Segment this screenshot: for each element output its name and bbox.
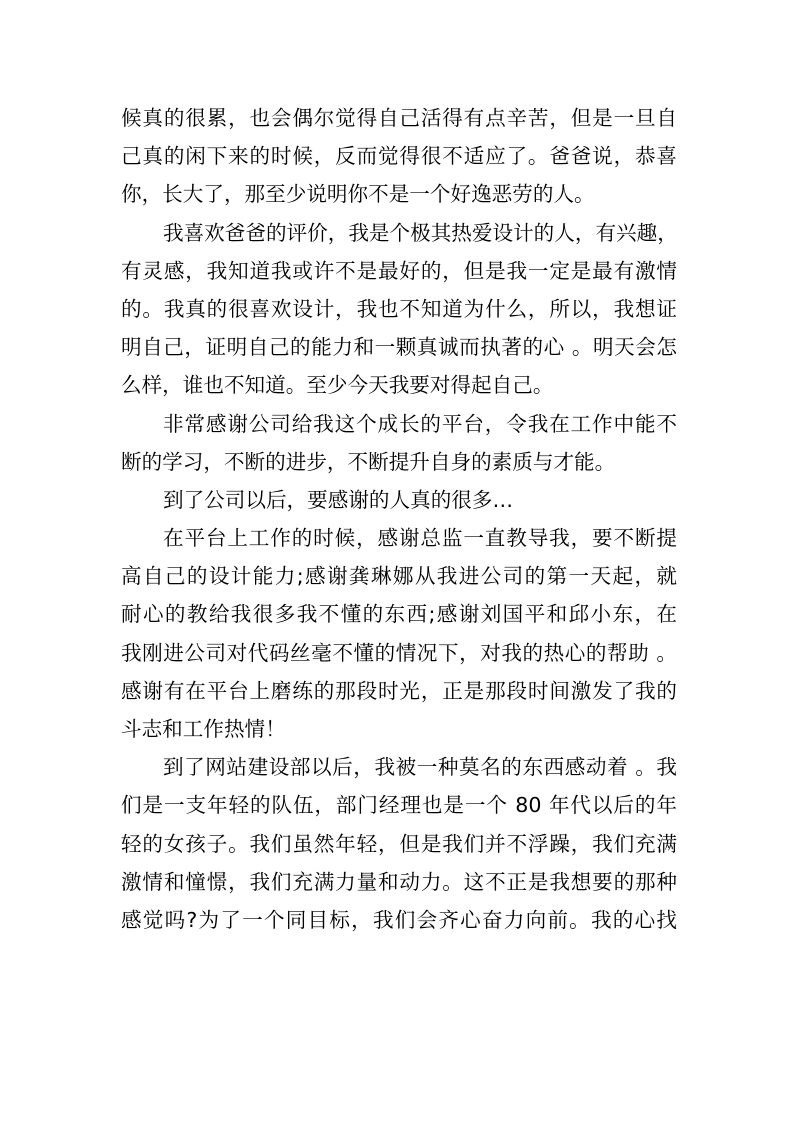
text-line: 到了公司以后，要感谢的人真的很多… [163,487,514,512]
text-line: 高自己的设计能力;感谢龚琳娜从我进公司的第一天起，就 [121,564,677,589]
text-line: 们是一支年轻的队伍，部门经理也是一个 80 年代以后的年 [121,793,677,818]
text-line: 感觉吗?为了一个同目标，我们会齐心奋力向前。我的心找 [121,907,677,932]
text-line: 轻的女孩子。我们虽然年轻，但是我们并不浮躁，我们充满 [121,831,677,856]
text-line: 斗志和工作热情！ [121,717,286,741]
text-line: 我喜欢爸爸的评价，我是个极其热爱设计的人，有兴趣， [163,220,678,245]
text-line: 到了网站建设部以后，我被一种莫名的东西感动着 。我 [163,755,677,780]
text-line: 么样，谁也不知道。至少今天我要对得起自己。 [121,373,554,398]
text-line: 明自己，证明自己的能力和一颗真诚而执著的心 。明天会怎 [121,335,677,360]
text-line: 断的学习，不断的进步，不断提升自身的素质与才能。 [121,449,616,474]
text-line: 候真的很累，也会偶尔觉得自己活得有点辛苦，但是一旦自 [121,106,677,130]
text-line: 有灵感，我知道我或许不是最好的，但是我一定是最有激情 [121,258,677,283]
text-line: 的。我真的很喜欢设计，我也不知道为什么，所以，我想证 [121,296,677,321]
text-line: 感谢有在平台上磨练的那段时光，正是那段时间激发了我的 [121,678,677,703]
body-text [121,99,677,939]
text-line: 己真的闲下来的时候，反而觉得很不适应了。爸爸说，恭喜 [121,144,677,169]
text-line: 耐心的教给我很多我不懂的东西;感谢刘国平和邱小东，在 [121,602,677,627]
text-line: 我刚进公司对代码丝毫不懂的情况下，对我的热心的帮助 。 [121,640,677,665]
text-line: 激情和憧憬，我们充满力量和动力。这不正是我想要的那种 [121,869,677,894]
text-line: 非常感谢公司给我这个成长的平台，令我在工作中能不 [163,411,677,436]
text-line: 在平台上工作的时候，感谢总监一直教导我，要不断提 [163,526,677,551]
text-line: 你，长大了，那至少说明你不是一个好逸恶劳的人。 [121,182,595,207]
